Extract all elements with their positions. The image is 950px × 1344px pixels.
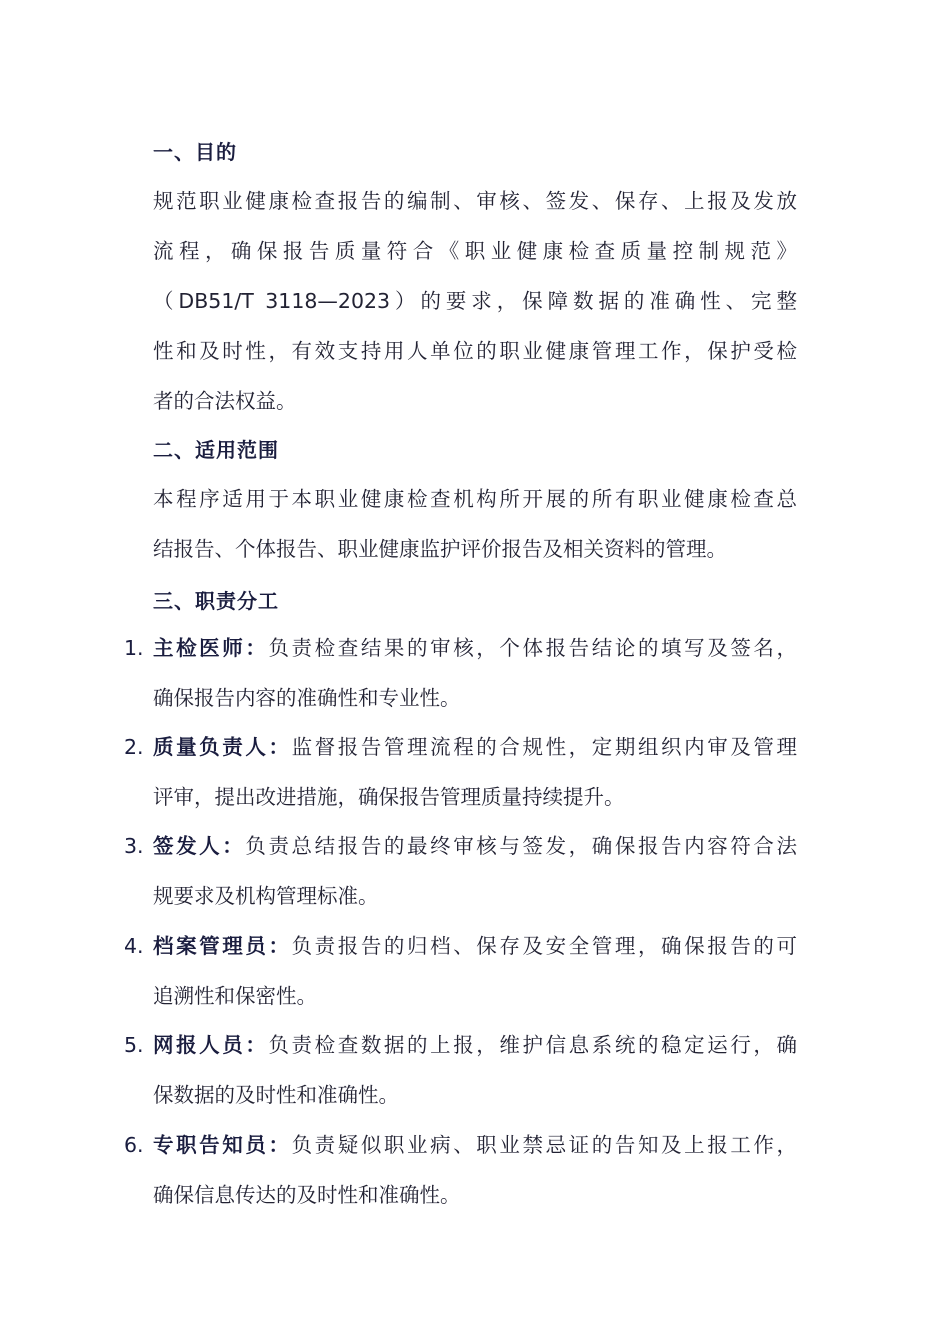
paragraph-scope: [153, 474, 797, 574]
list-item-line: [153, 821, 797, 871]
list-item-line: 确保信息传达的及时性和准确性。: [153, 1183, 461, 1207]
list-item: [153, 1120, 797, 1220]
paragraph-line: 本程序适用于本职业健康检查机构所开展的所有职业健康检查总: [153, 487, 797, 511]
list-item: [153, 821, 797, 921]
list-item: [153, 1020, 797, 1120]
paragraph-purpose: [153, 176, 797, 426]
paragraph-line: 者的合法权益。: [153, 389, 297, 413]
list-item-title: 网报人员：: [153, 1033, 269, 1057]
list-item-title: 签发人：: [153, 834, 246, 858]
list-item-line: 评审，提出改进措施，确保报告管理质量持续提升。: [153, 785, 625, 809]
list-item-number: 2.: [124, 735, 144, 759]
paragraph-line: （DB51/T 3118—2023）的要求，保障数据的准确性、完整: [153, 289, 797, 313]
list-item-line: [153, 1020, 797, 1070]
list-item-text: 负责检查结果的审核，个体报告结论的填写及签名，: [268, 636, 798, 660]
list-item-text: 负责检查数据的上报，维护信息系统的稳定运行，确: [268, 1033, 798, 1057]
list-item: [153, 921, 797, 1021]
list-item-text: 监督报告管理流程的合规性，定期组织内审及管理: [291, 735, 798, 759]
list-item-title: 专职告知员：: [153, 1133, 292, 1157]
list-item-text: 负责报告的归档、保存及安全管理，确保报告的可: [291, 934, 798, 958]
list-item-line: 确保报告内容的准确性和专业性。: [153, 686, 461, 710]
list-item-text: 负责疑似职业病、职业禁忌证的告知及上报工作，: [291, 1133, 798, 1157]
list-item-title: 质量负责人：: [153, 735, 292, 759]
list-item: [153, 623, 797, 723]
list-item-line: 追溯性和保密性。: [153, 984, 317, 1008]
list-item-line: [153, 921, 797, 971]
list-item-line: [153, 623, 797, 673]
list-item-line: 保数据的及时性和准确性。: [153, 1083, 399, 1107]
list-item-line: 规要求及机构管理标准。: [153, 884, 379, 908]
paragraph-line: 结报告、个体报告、职业健康监护评价报告及相关资料的管理。: [153, 537, 727, 561]
list-item-number: 4.: [124, 934, 144, 958]
list-item-number: 6.: [124, 1133, 144, 1157]
list-item: [153, 722, 797, 822]
paragraph-line: 流程，确保报告质量符合《职业健康检查质量控制规范》: [153, 239, 797, 263]
list-item-line: [153, 1120, 797, 1170]
paragraph-line: 规范职业健康检查报告的编制、审核、签发、保存、上报及发放: [153, 189, 797, 213]
list-item-number: 5.: [124, 1033, 144, 1057]
list-item-number: 1.: [124, 636, 144, 660]
section-heading-purpose: 一、目的: [153, 140, 237, 164]
list-item-text: 负责总结报告的最终审核与签发，确保报告内容符合法: [245, 834, 798, 858]
list-item-title: 档案管理员：: [153, 934, 292, 958]
section-heading-scope: 二、适用范围: [153, 438, 279, 462]
paragraph-line: 性和及时性，有效支持用人单位的职业健康管理工作，保护受检: [153, 339, 797, 363]
list-item-number: 3.: [124, 834, 144, 858]
section-heading-duties: 三、职责分工: [153, 589, 279, 613]
list-item-line: [153, 722, 797, 772]
list-item-title: 主检医师：: [153, 636, 269, 660]
